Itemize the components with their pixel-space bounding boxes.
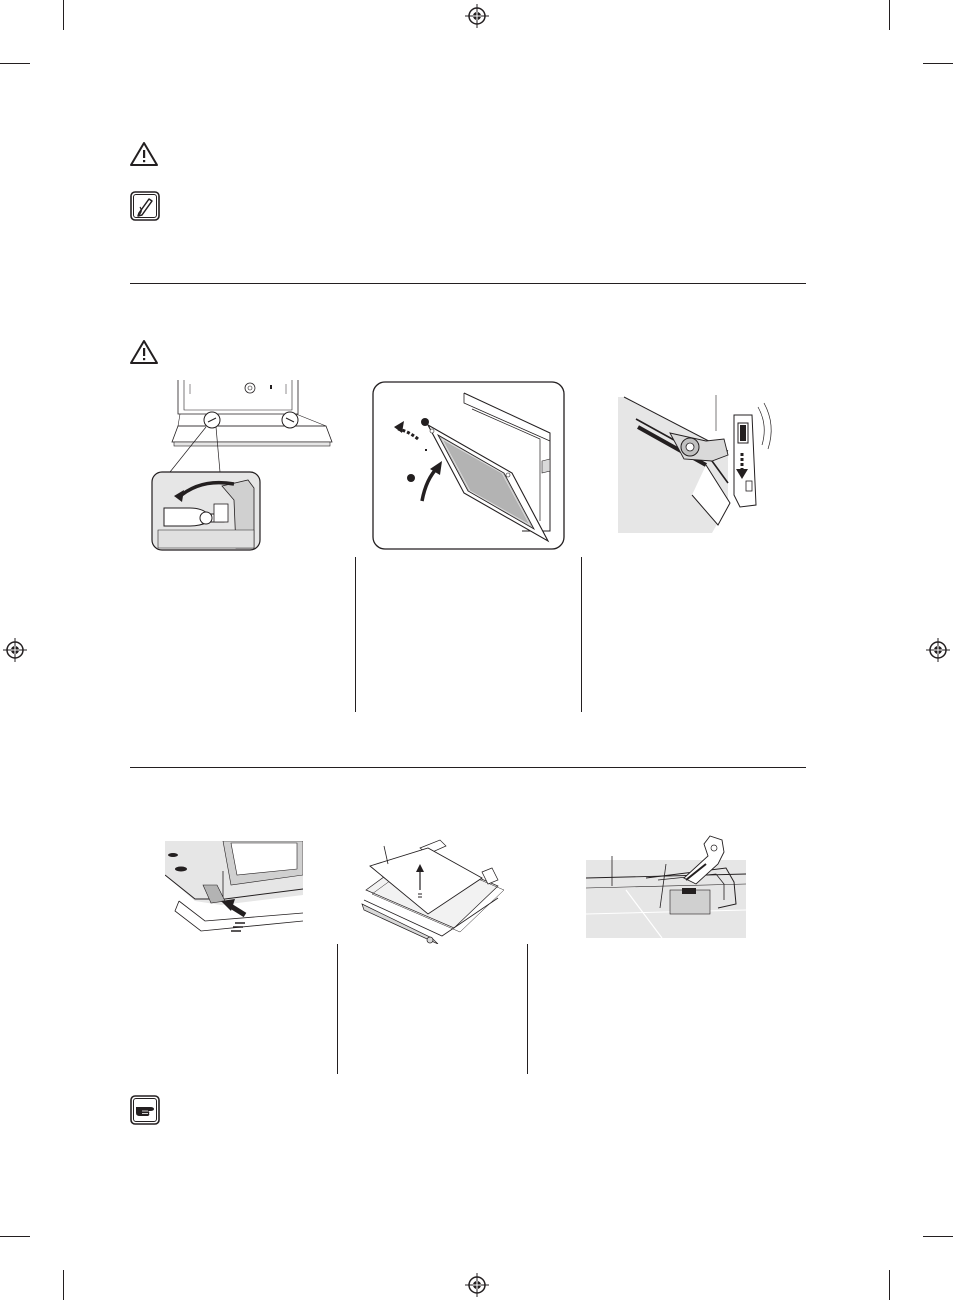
- pointing-hand-icon: [130, 1095, 160, 1125]
- oven-door-lift-illustration: [372, 381, 566, 551]
- crop-mark-bottom-left-h: [0, 1236, 30, 1237]
- door-interior-clip-illustration: [586, 834, 746, 938]
- oven-hinge-lever-illustration: [150, 380, 340, 552]
- crop-mark-bottom-right-v: [889, 1270, 890, 1300]
- crop-mark-bottom-right-h: [923, 1236, 953, 1237]
- crop-mark-top-left-v: [63, 0, 64, 30]
- section-divider: [130, 283, 806, 284]
- crop-mark-top-left-h: [0, 63, 30, 64]
- registration-mark-icon: [3, 638, 27, 662]
- registration-mark-icon: [465, 4, 489, 28]
- column-divider: [355, 557, 356, 712]
- crop-mark-top-right-v: [889, 0, 890, 30]
- door-glass-lift-illustration: [358, 838, 518, 944]
- registration-mark-icon: [926, 638, 950, 662]
- hinge-slot-insert-illustration: [616, 395, 778, 535]
- warning-triangle-icon: [129, 141, 159, 167]
- section-divider: [130, 767, 806, 768]
- note-pencil-icon: [130, 191, 160, 221]
- crop-mark-bottom-left-v: [63, 1270, 64, 1300]
- door-cover-press-illustration: [165, 841, 303, 933]
- registration-mark-icon: [465, 1273, 489, 1297]
- crop-mark-top-right-h: [923, 63, 953, 64]
- warning-triangle-icon: [129, 339, 159, 365]
- column-divider: [337, 944, 338, 1074]
- column-divider: [527, 944, 528, 1074]
- column-divider: [581, 557, 582, 712]
